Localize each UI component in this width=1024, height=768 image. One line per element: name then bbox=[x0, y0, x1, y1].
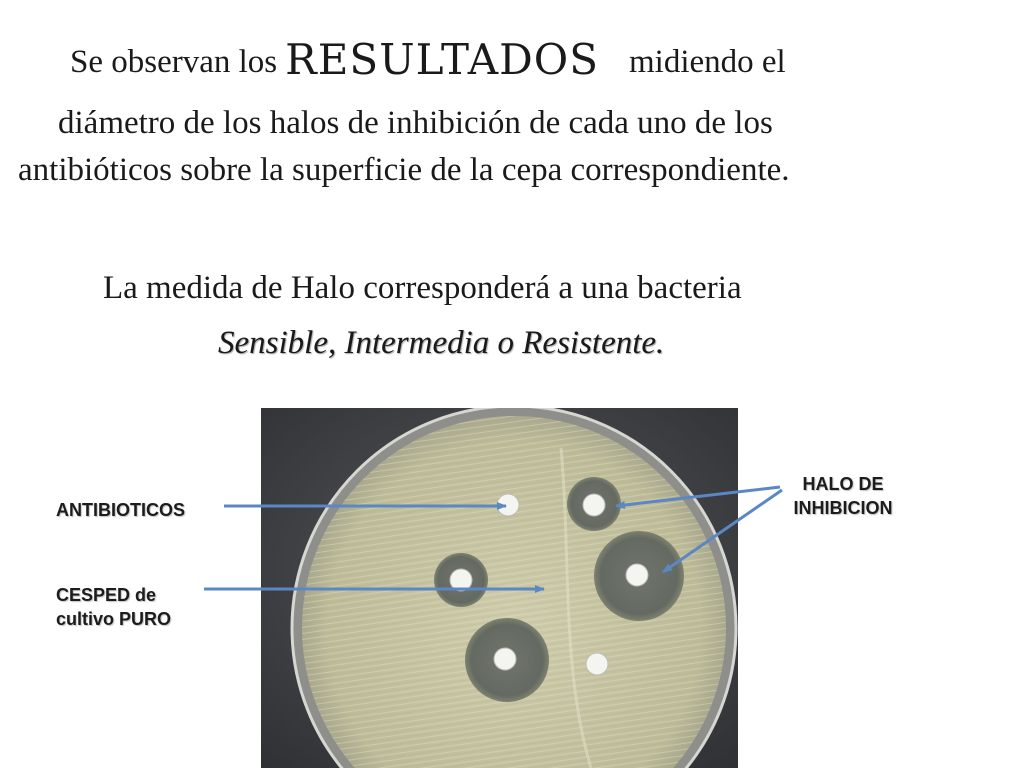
antibiotic-disk bbox=[494, 648, 516, 670]
result-categories-line: Sensible, Intermedia o Resistente. bbox=[218, 325, 665, 361]
inhibition-halo-label: HALO DE INHIBICION bbox=[793, 474, 893, 518]
lawn-culture-label: CESPED de cultivo PURO bbox=[56, 585, 172, 629]
halo-measure-line: La medida de Halo corresponderá a una bacteria bbox=[103, 270, 742, 306]
intro-line-1 bbox=[70, 35, 786, 84]
intro-text-start: Se observan los bbox=[70, 44, 278, 80]
antibiotic-disk bbox=[583, 494, 605, 516]
results-heading-word: RESULTADOS bbox=[285, 35, 599, 84]
antibiotic-disk bbox=[626, 564, 648, 586]
intro-line-2: diámetro de los halos de inhibición de cada uno de los bbox=[58, 105, 773, 141]
antibiotics-label: ANTIBIOTICOS bbox=[56, 500, 185, 520]
intro-line-3: antibióticos sobre la superficie de la cepa correspondiente. bbox=[18, 152, 790, 188]
intro-text-end: midiendo el bbox=[628, 44, 786, 80]
antibiotic-disk bbox=[450, 569, 472, 591]
antibiotic-disk bbox=[586, 653, 608, 675]
petri-dish-photo bbox=[261, 408, 738, 768]
antibiotic-disk bbox=[497, 494, 519, 516]
